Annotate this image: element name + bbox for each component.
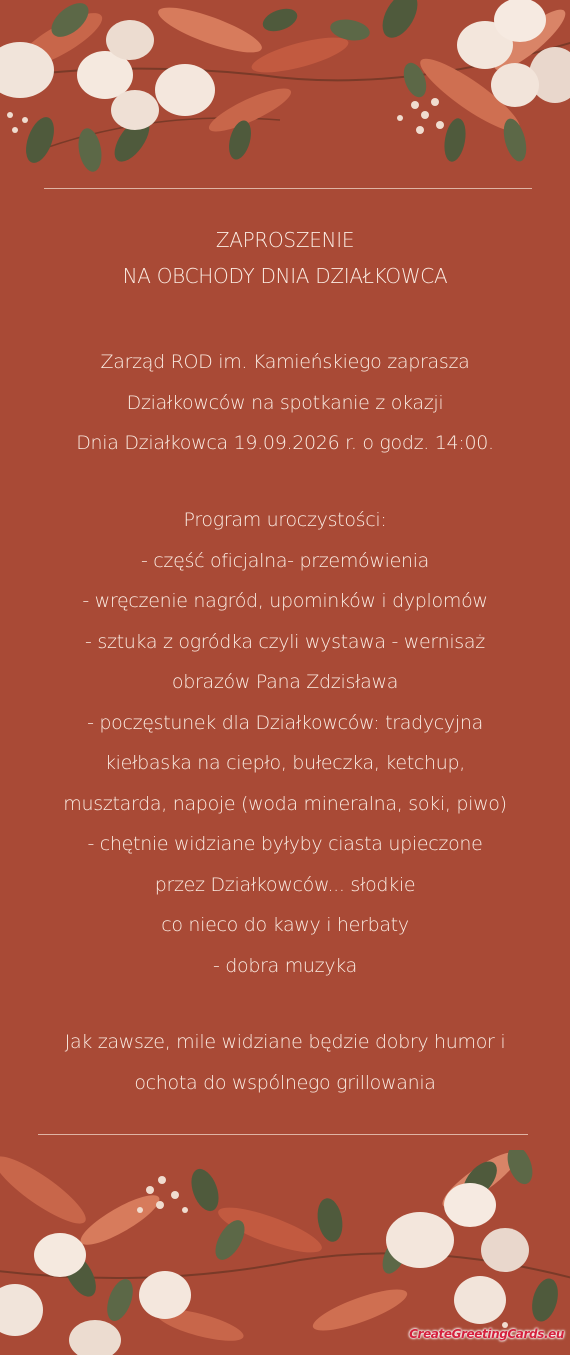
program-line: kiełbaska na ciepło, bułeczka, ketchup, <box>104 752 466 774</box>
closing-line: Jak zawsze, mile widziane będzie dobry humor i <box>64 1031 506 1053</box>
program-line: przez Działkowców... słodkie <box>154 873 416 896</box>
closing-message <box>20 1022 550 1103</box>
program-line: - wręczenie nagród, upominków i dyplomów <box>82 590 488 612</box>
intro-line: Dnia Działkowca 19.09.2026 r. o godz. 14:00. <box>76 432 494 454</box>
floral-garland-top <box>0 0 570 175</box>
closing-line: ochota do wspólnego grillowania <box>134 1071 436 1094</box>
intro-line: Zarząd ROD im. Kamieńskiego zaprasza <box>100 351 470 373</box>
program-line: obrazów Pana Zdzisława <box>171 671 399 693</box>
invitation-intro <box>20 342 550 464</box>
program-line: - część oficjalna- przemówienia <box>140 549 430 572</box>
divider-top <box>44 188 532 189</box>
program-line: - dobra muzyka <box>212 954 357 977</box>
program-line: Program uroczystości: <box>183 509 387 531</box>
program-section <box>20 500 550 986</box>
divider-bottom <box>38 1134 528 1135</box>
logo-text: CreateGreetingCards.eu <box>409 1327 564 1341</box>
invitation-title <box>20 222 550 294</box>
program-line: musztarda, napoje (woda mineralna, soki, piwo) <box>63 792 507 815</box>
brand-logo[interactable] <box>409 1318 564 1350</box>
title-line: NA OBCHODY DNIA DZIAŁKOWCA <box>122 264 448 288</box>
program-line: co nieco do kawy i herbaty <box>161 914 409 936</box>
intro-line: Działkowców na spotkanie z okazji <box>126 391 444 414</box>
program-line: - sztuka z ogródka czyli wystawa - wernisaż <box>85 630 485 653</box>
title-line: ZAPROSZENIE <box>215 228 355 252</box>
program-line: - chętnie widziane byłyby ciasta upieczone <box>87 833 483 855</box>
program-line: - poczęstunek dla Działkowców: tradycyjna <box>87 711 483 734</box>
